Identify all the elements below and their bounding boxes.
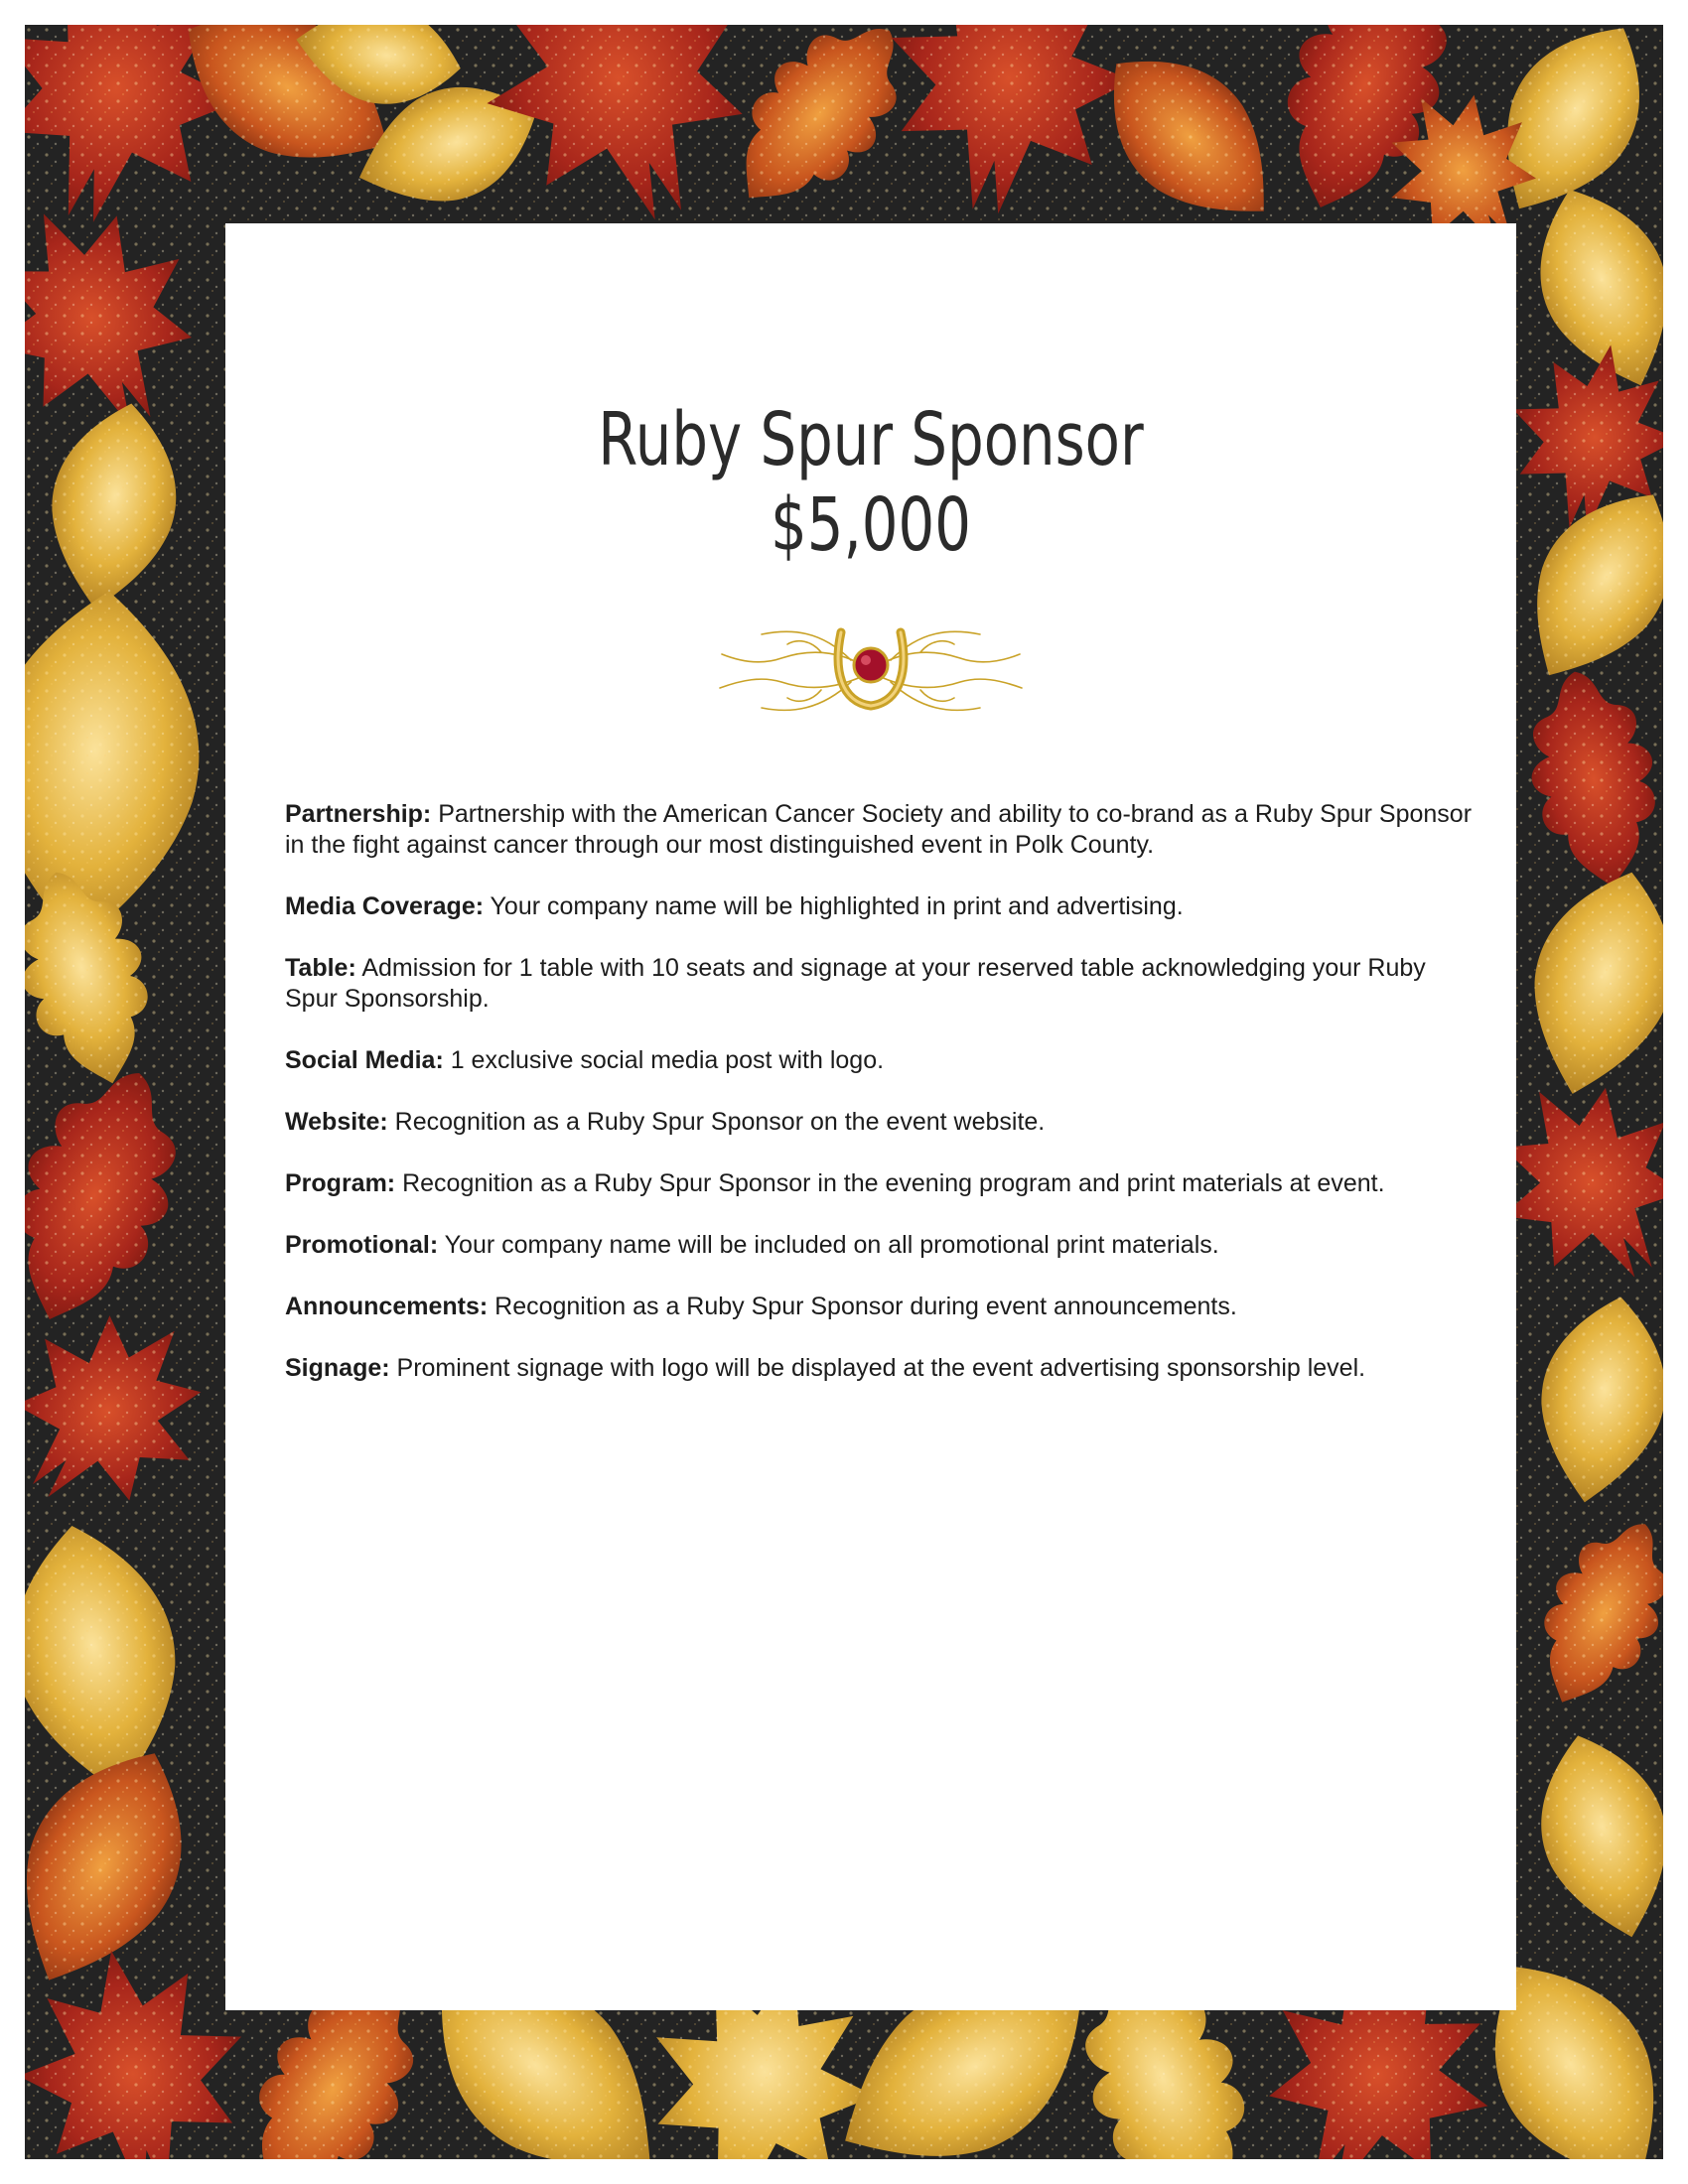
benefit-website: [285, 1107, 1477, 1138]
benefit-table: [285, 953, 1477, 1015]
autumn-leaf-border: [25, 25, 1663, 2159]
benefit-label: Program:: [285, 1169, 396, 1197]
benefit-label: Table:: [285, 954, 356, 982]
benefit-program: [285, 1168, 1477, 1199]
title-block: [225, 397, 1516, 568]
benefit-label: Promotional:: [285, 1231, 439, 1259]
content-panel: [225, 223, 1516, 2010]
benefit-text: Admission for 1 table with 10 seats and signage at your reserved table acknowledging your Ruby Spur Sponsorship.: [285, 954, 1426, 1013]
benefit-label: Social Media:: [285, 1046, 444, 1074]
benefit-text: Recognition as a Ruby Spur Sponsor in the evening program and print materials at event.: [395, 1169, 1385, 1197]
benefit-text: Your company name will be included on all promotional print materials.: [438, 1231, 1219, 1259]
sponsor-price: $5,000: [771, 482, 971, 568]
benefit-partnership: [285, 799, 1477, 861]
ruby-horseshoe-emblem-icon: [702, 611, 1040, 730]
benefit-announcements: [285, 1292, 1477, 1322]
benefit-text: Partnership with the American Cancer Society and ability to co-brand as a Ruby Spur Sponsor in the fight against cancer through our most distinguished event in Polk County.: [285, 800, 1473, 859]
benefit-media-coverage: [285, 891, 1477, 922]
benefit-text: Prominent signage with logo will be displayed at the event advertising sponsorship level.: [389, 1354, 1366, 1382]
benefit-social-media: [285, 1045, 1477, 1076]
benefit-label: Website:: [285, 1108, 388, 1136]
benefit-text: 1 exclusive social media post with logo.: [443, 1046, 885, 1074]
benefit-label: Partnership:: [285, 800, 432, 828]
benefit-promotional: [285, 1230, 1477, 1261]
benefit-text: Your company name will be highlighted in print and advertising.: [484, 892, 1184, 920]
benefit-signage: [285, 1353, 1477, 1384]
benefit-label: Signage:: [285, 1354, 390, 1382]
benefits-list: [285, 799, 1477, 1415]
benefit-text: Recognition as a Ruby Spur Sponsor on the event website.: [387, 1108, 1046, 1136]
sponsor-title: Ruby Spur Sponsor: [598, 397, 1144, 482]
benefit-label: Media Coverage:: [285, 892, 485, 920]
benefit-label: Announcements:: [285, 1293, 489, 1320]
benefit-text: Recognition as a Ruby Spur Sponsor during event announcements.: [488, 1293, 1237, 1320]
